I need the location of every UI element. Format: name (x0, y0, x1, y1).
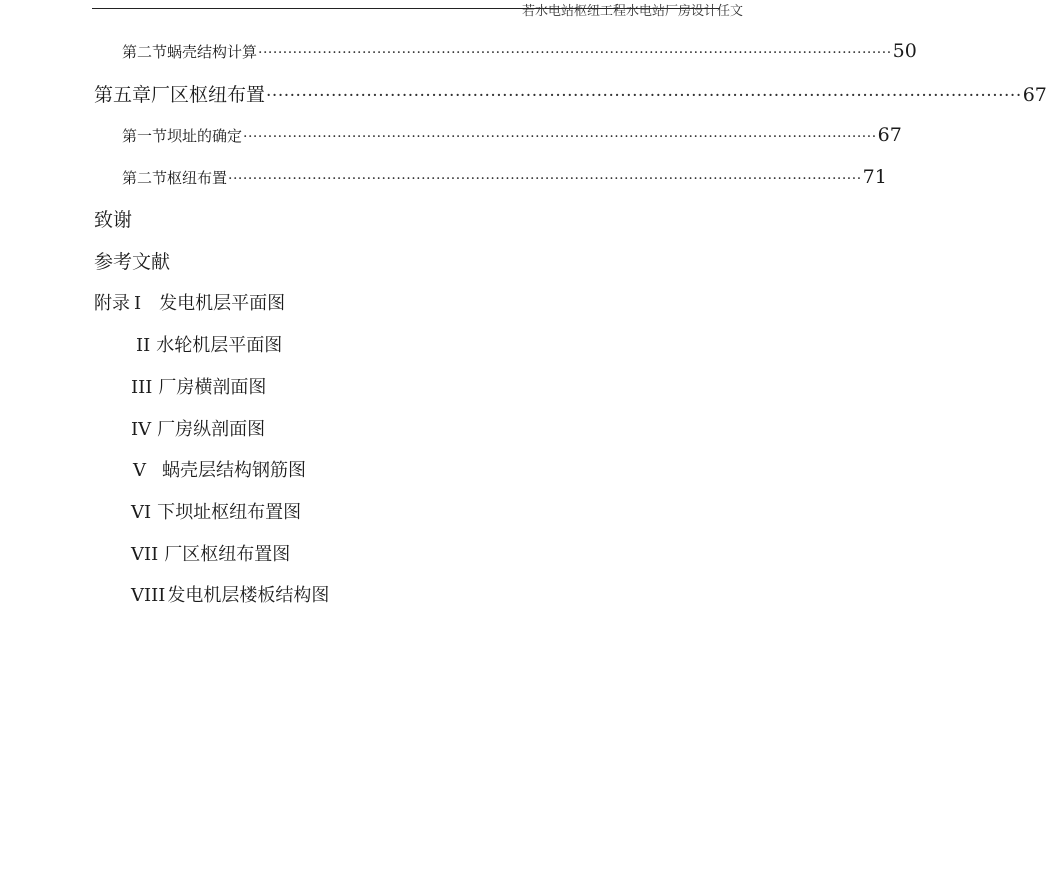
appendix-item[interactable] (136, 331, 282, 357)
appendix-roman: VI (131, 502, 152, 523)
toc-chapter-title: 厂区枢纽布置 (151, 84, 266, 106)
appendix-item[interactable] (94, 289, 285, 315)
appendix-title: 下坝址枢纽布置图 (157, 502, 302, 523)
toc-chapter-number: 第五章 (94, 84, 152, 106)
toc-entry[interactable] (122, 40, 917, 62)
appendix-label: 附录 (94, 293, 130, 314)
toc-leader-dots: ································································································································ (266, 86, 1022, 106)
appendix-roman: II (136, 335, 151, 356)
appendix-item[interactable] (131, 540, 290, 566)
toc-acknowledgement[interactable]: 致谢 (94, 209, 133, 231)
toc-section-number: 第一节 (122, 127, 168, 145)
toc-page-number: 71 (862, 166, 887, 188)
appendix-item[interactable] (131, 415, 265, 441)
appendix-roman: III (131, 377, 153, 398)
toc-section-title: 坝址的确定 (167, 127, 243, 145)
header-rule (92, 4, 744, 19)
toc-references[interactable]: 参考文献 (94, 251, 171, 273)
appendix-roman: VIII (131, 585, 166, 606)
toc-leader-dots: ································································································································ (228, 171, 862, 187)
appendix-title: 水轮机层平面图 (156, 335, 283, 356)
toc-page-number: 67 (877, 124, 902, 146)
appendix-item[interactable] (131, 373, 266, 399)
toc-section-number: 第二节 (122, 43, 168, 61)
appendix-roman: VII (131, 544, 159, 565)
appendix-title: 蜗壳层结构钢筋图 (162, 460, 306, 481)
toc-section-number: 第二节 (122, 169, 168, 187)
appendix-roman: I (134, 293, 142, 314)
appendix-roman: V (133, 460, 146, 481)
toc-section-title: 枢纽布置 (167, 169, 228, 187)
toc-entry[interactable] (122, 124, 902, 146)
appendix-item[interactable] (131, 581, 329, 607)
appendix-item[interactable] (131, 498, 301, 524)
appendix-title: 厂区枢纽布置图 (164, 544, 291, 565)
toc-chapter-entry[interactable] (94, 80, 1047, 107)
toc-leader-dots: ································································································································ (258, 45, 892, 61)
running-header: 若水电站枢纽工程水电站厂房设计任文 (522, 4, 744, 19)
appendix-item[interactable] (133, 456, 306, 482)
toc-page-number: 67 (1022, 84, 1047, 106)
appendix-roman: IV (131, 419, 152, 440)
toc-page-number: 50 (892, 40, 917, 62)
appendix-title: 厂房纵剖面图 (157, 419, 266, 440)
appendix-title: 厂房横剖面图 (158, 377, 267, 398)
appendix-title: 发电机层平面图 (159, 293, 286, 314)
toc-entry[interactable] (122, 166, 887, 188)
toc-section-title: 蜗壳结构计算 (167, 43, 258, 61)
toc-leader-dots: ································································································································ (243, 129, 877, 145)
appendix-title: 发电机层楼板结构图 (167, 585, 330, 606)
